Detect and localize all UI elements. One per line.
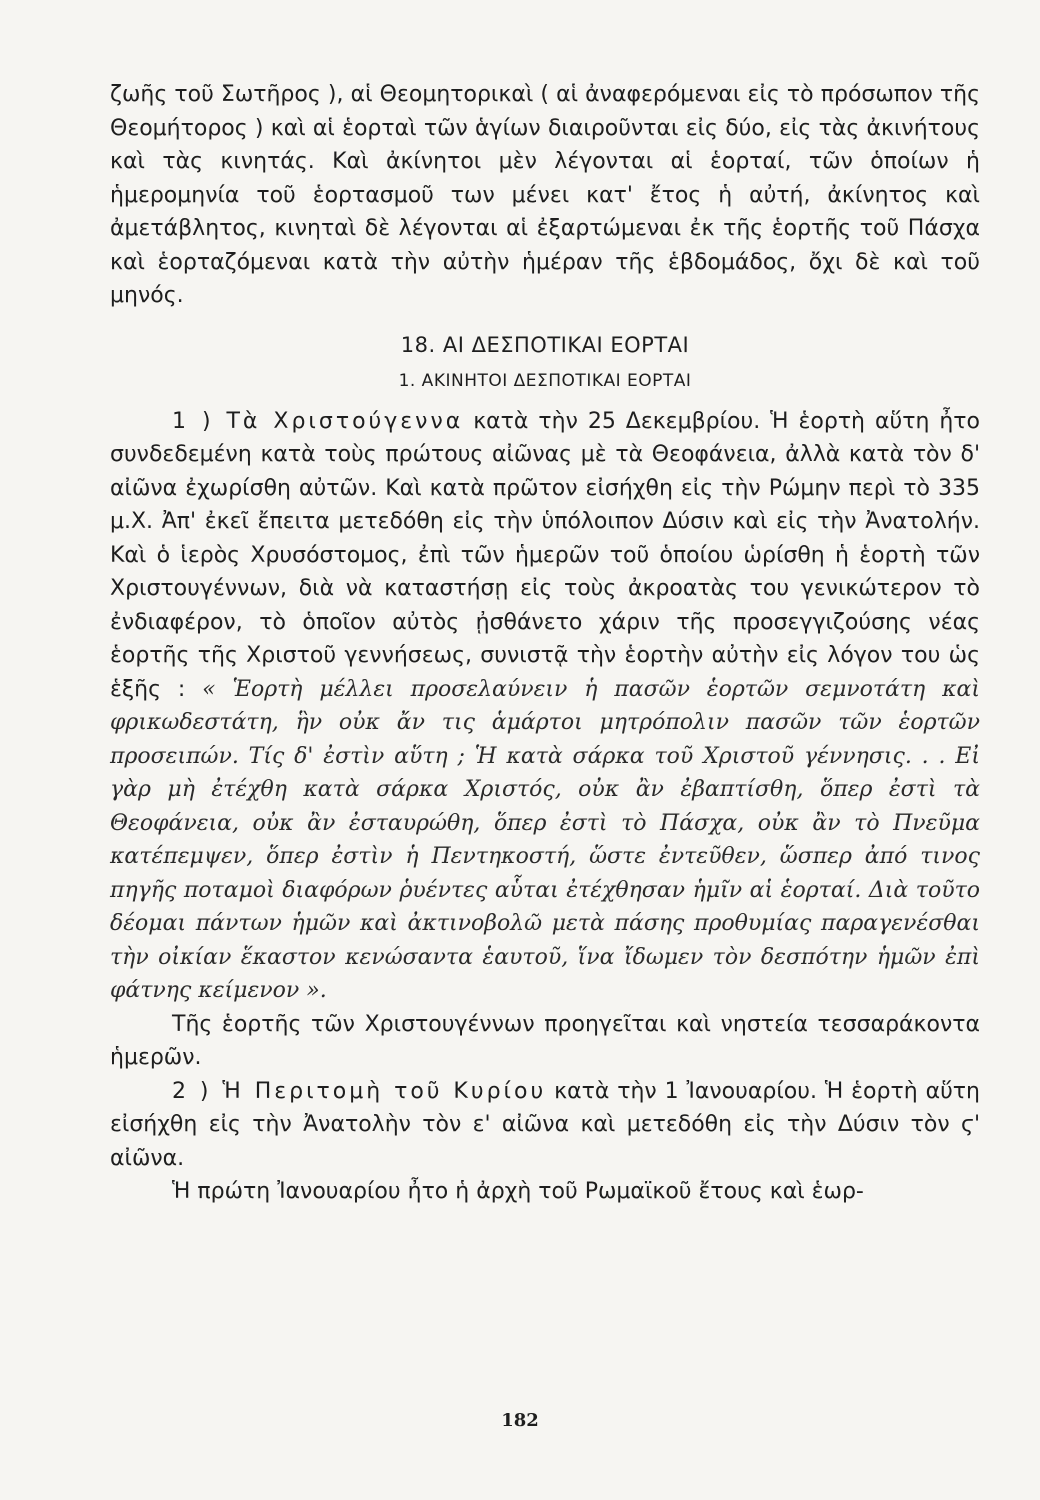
christmas-label: 1 ) Τὰ Χριστούγεννα (172, 408, 464, 434)
circumcision-label: 2 ) Ἡ Περιτομὴ τοῦ Κυρίου (172, 1078, 547, 1104)
christmas-paragraph (110, 405, 980, 1008)
last-paragraph: Ἡ πρώτη Ἰανουαρίου ἦτο ἡ ἀρχὴ τοῦ Ρωμαϊκοῦ ἔτους καὶ ἑωρ- (172, 1179, 864, 1204)
intro-paragraph: ζωῆς τοῦ Σωτῆρος ), αἱ Θεομητορικαὶ ( αἱ ἀναφερόμεναι εἰς τὸ πρόσωπον τῆς Θεομήτορος ) καὶ αἱ ἑορταὶ τῶν ἁγίων διαιροῦνται εἰς δύο, εἰς τὰς ἀκινήτους καὶ τὰς κινητάς. Καὶ ἀκίνητοι μὲν λέγονται αἱ ἑορταί, τῶν ὁποίων ἡ ἡμερομηνία τοῦ ἑορτασμοῦ των μένει κατ' ἔτος ἡ αὐτή, ἀκίνητος καὶ ἀμετάβλητος, κινηταὶ δὲ λέγονται αἱ ἐξαρτώμεναι ἐκ τῆς ἑορτῆς τοῦ Πάσχα καὶ ἑορταζόμεναι κατὰ τὴν αὐτὴν ἡμέραν τῆς ἑβδομάδος, ὄχι δὲ καὶ τοῦ μηνός. (110, 82, 980, 308)
section-heading: 18. ΑΙ ΔΕΣΠΟΤΙΚΑΙ ΕΟΡΤΑΙ (400, 332, 690, 357)
circumcision-paragraph (110, 1075, 980, 1176)
chrysostom-quote: « Ἑορτὴ μέλλει προσελαύνειν ἡ πασῶν ἑορτῶν σεμνοτάτη καὶ φρικωδεστάτη, ἣν οὐκ ἄν τις ἁμάρτοι μητρόπολιν πασῶν τῶν ἑορτῶν προσειπών. Τίς δ' ἐστὶν αὕτη ; Ἡ κατὰ σάρκα τοῦ Χριστοῦ γέννησις. . . Εἰ γὰρ μὴ ἐτέχθη κατὰ σάρκα Χριστός, οὐκ ἂν ἐβαπτίσθη, ὅπερ ἐστὶ τὰ Θεοφάνεια, οὐκ ἂν ἐσταυρώθη, ὅπερ ἐστὶ τὸ Πάσχα, οὐκ ἂν τὸ Πνεῦμα κατέπεμψεν, ὅπερ ἐστὶν ἡ Πεντηκοστή, ὥστε ἐντεῦθεν, ὥσπερ ἀπό τινος πηγῆς ποταμοὶ διαφόρων ῥυέντες αὗται ἐτέχθησαν ἡμῖν αἱ ἑορταί. Διὰ τοῦτο δέομαι πάντων ἡμῶν καὶ ἀκτινοβολῶ μετὰ πάσης προθυμίας παραγενέσθαι τὴν οἰκίαν ἕκαστον κενώσαντα ἑαυτοῦ, ἵνα ἴδωμεν τὸν δεσπότην ἡμῶν ἐπὶ φάτνης κείμενον ». (110, 676, 980, 1003)
circumcision-text: κατὰ τὴν 1 Ἰανουαρίου. Ἡ ἑορτὴ αὕτη εἰσήχθη εἰς τὴν Ἀνατολὴν τὸν ε' αἰῶνα καὶ μετεδόθη εἰς τὴν Δύσιν τὸν ϛ' αἰῶνα. (110, 1078, 980, 1171)
page-body (110, 78, 980, 1209)
page-number: 182 (501, 1410, 539, 1431)
christmas-text: κατὰ τὴν 25 Δεκεμβρίου. Ἡ ἑορτὴ αὕτη ἦτο συνδεδεμένη κατὰ τοὺς πρώτους αἰῶνας μὲ τὰ Θεοφάνεια, ἀλλὰ κατὰ τὸν δ' αἰῶνα ἐχωρίσθη αὐτῶν. Καὶ κατὰ πρῶτον εἰσήχθη εἰς τὴν Ρώμην περὶ τὸ 335 μ.Χ. Ἀπ' ἐκεῖ ἔπειτα μετεδόθη εἰς τὴν ὑπόλοιπον Δύσιν καὶ εἰς τὴν Ἀνατολήν. Καὶ ὁ ἱερὸς Χρυσόστομος, ἐπὶ τῶν ἡμερῶν τοῦ ὁποίου ὡρίσθη ἡ ἑορτὴ τῶν Χριστουγέννων, διὰ νὰ καταστήσῃ εἰς τοὺς ἀκροατὰς του γενικώτερον τὸ ἐνδιαφέρον, τὸ ὁποῖον αὐτὸς ᾐσθάνετο χάριν τῆς προσεγγιζούσης νέας ἑορτῆς τῆς Χριστοῦ γεννήσεως, συνιστᾷ τὴν ἑορτὴν αὐτὴν εἰς λόγον του ὡς ἑξῆς : (110, 408, 980, 702)
subsection-heading: 1. ΑΚΙΝΗΤΟΙ ΔΕΣΠΟΤΙΚΑΙ ΕΟΡΤΑΙ (398, 370, 692, 391)
fast-paragraph: Τῆς ἑορτῆς τῶν Χριστουγέννων προηγεῖται καὶ νηστεία τεσσαράκοντα ἡμερῶν. (110, 1011, 980, 1070)
